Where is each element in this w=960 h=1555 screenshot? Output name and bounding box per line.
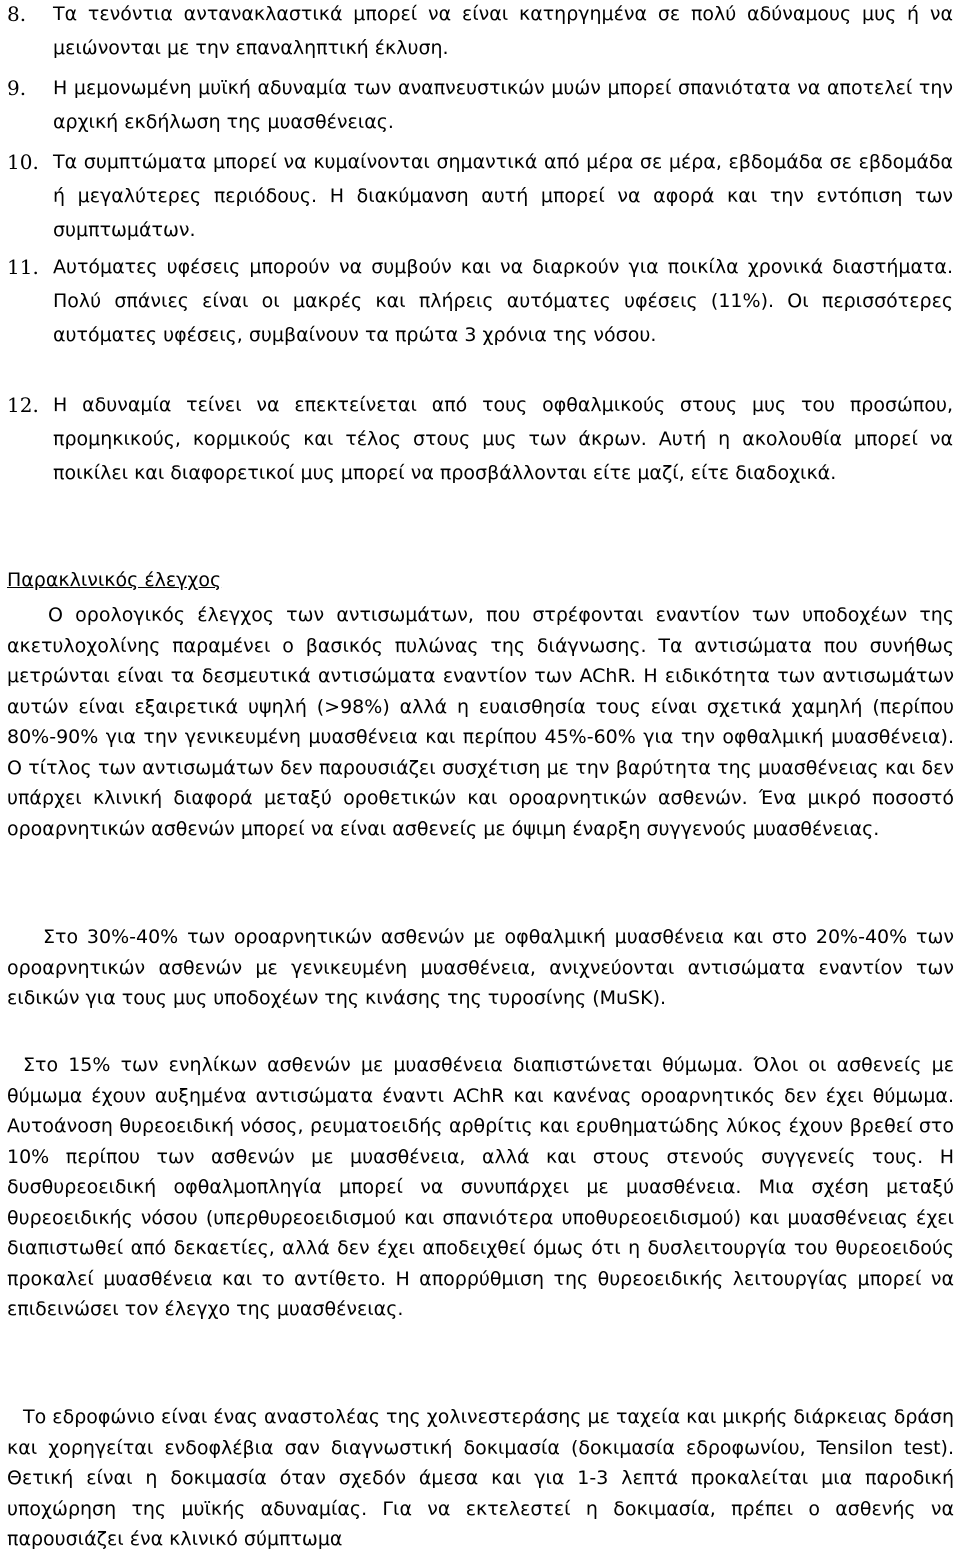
list-item-text: Αυτόματες υφέσεις μπορούν να συμβούν και να διαρκούν για ποικίλα χρονικά διαστήματα. Πολύ σπάνιες είναι οι μακρές και πλήρεις αυτόματες υφέσεις (11%). Οι περισσότερες αυτόματες υφέσεις, συμβαίνουν τα πρώτα 3 χρόνια της νόσου. [53, 256, 953, 346]
list-item [0, 71, 960, 139]
list-item-number: 10. [7, 150, 39, 174]
list-item-number: 12. [7, 393, 39, 417]
list-item-text: Τα συμπτώματα μπορεί να κυμαίνονται σημαντικά από μέρα σε μέρα, εβδομάδα σε εβδομάδα ή μεγαλύτερες περιόδους. Η διακύμανση αυτή μπορεί να αφορά και την εντόπιση των συμπτωμάτων. [53, 151, 953, 241]
section-heading: Παρακλινικός έλεγχος [7, 569, 222, 591]
paragraph: Ο ορολογικός έλεγχος των αντισωμάτων, που στρέφονται εναντίον των υποδοχέων της ακετυλοχολίνης παραμένει ο βασικός πυλώνας της διάγνωσης. Τα αντισώματα που συνήθως μετρώνται είναι τα δεσμευτικά αντισώματα εναντίον των AChR. Η ειδικότητα των αντισωμάτων αυτών είναι εξαιρετικά υψηλή (>98%) αλλά η ευαισθησία τους είναι σχετικά χαμηλή (περίπου 80%-90% για την γενικευμένη μυασθένεια και περίπου 45%-60% για την οφθαλμική μυασθένεια). Ο τίτλος των αντισωμάτων δεν παρουσιάζει συσχέτιση με την βαρύτητα της μυασθένειας και δεν υπάρχει κλινική διαφορά μεταξύ οροθετικών και οροαρνητικών ασθενών. Ένα μικρό ποσοστό οροαρνητικών ασθενών μπορεί να είναι ασθενείς με όψιμη έναρξη συγγενούς μυασθένειας. [7, 604, 954, 840]
list-item [0, 145, 960, 247]
list-item [0, 388, 960, 490]
list-item [0, 250, 960, 352]
list-item-text: Η αδυναμία τείνει να επεκτείνεται από τους οφθαλμικούς στους μυς του προσώπου, προμηκικούς, κορμικούς και τέλος στους μυς των άκρων. Αυτή η ακολουθία μπορεί να ποικίλει και διαφορετικοί μυς μπορεί να προσβάλλονται είτε μαζί, είτε διαδοχικά. [53, 394, 953, 484]
list-item-number: 8. [7, 2, 27, 26]
paragraph: Στο 30%-40% των οροαρνητικών ασθενών με οφθαλμική μυασθένεια και στο 20%-40% των οροαρνητικών ασθενών με γενικευμένη μυασθένεια, ανιχνεύονται αντισώματα εναντίον των ειδικών για τους μυς υποδοχέων της κινάσης της τυροσίνης (MuSK). [7, 926, 954, 1009]
list-item-text: Η μεμονωμένη μυϊκή αδυναμία των αναπνευστικών μυών μπορεί σπανιότατα να αποτελεί την αρχική εκδήλωση της μυασθένειας. [53, 77, 953, 133]
paragraph: Το εδροφώνιο είναι ένας αναστολέας της χολινεστεράσης με ταχεία και μικρής διάρκειας δράση και χορηγείται ενδοφλέβια σαν διαγνωστική δοκιμασία (δοκιμασία εδροφωνίου, Tensilon test). Θετική είναι η δοκιμασία όταν σχεδόν άμεσα και για 1-3 λεπτά προκαλείται μια παροδική υποχώρηση της μυϊκής αδυναμίας. Για να εκτελεστεί η δοκιμασία, πρέπει ο ασθενής να παρουσιάζει ένα κλινικό σύμπτωμα [7, 1406, 954, 1550]
list-item-number: 9. [7, 76, 27, 100]
list-item [0, 0, 960, 65]
paragraph: Στο 15% των ενηλίκων ασθενών με μυασθένεια διαπιστώνεται θύμωμα. Όλοι οι ασθενείς με θύμωμα έχουν αυξημένα αντισώματα έναντι AChR και κανένας οροαρνητικός δεν έχει θύμωμα. Αυτοάνοση θυρεοειδική νόσος, ρευματοειδής αρθρίτις και ερυθηματώδης λύκος έχουν βρεθεί στο 10% περίπου των ασθενών με μυασθένεια, αλλά και στους στενούς συγγενείς τους. Η δυσθυρεοειδική οφθαλμοπληγία μπορεί να συνυπάρχει με μυασθένεια. Μια σχέση μεταξύ θυρεοειδικής νόσου (υπερθυρεοειδισμού και σπανιότερα υποθυρεοειδισμού) και μυασθένειας έχει διαπιστωθεί από δεκαετίες, αλλά δεν έχει αποδειχθεί όμως ότι η δυσλειτουργία του θυρεοειδούς προκαλεί μυασθένεια και το αντίθετο. Η απορρύθμιση της θυρεοειδικής λειτουργίας μπορεί να επιδεινώσει τον έλεγχο της μυασθένειας. [7, 1054, 954, 1320]
list-item-number: 11. [7, 255, 39, 279]
list-item-text: Τα τενόντια αντανακλαστικά μπορεί να είναι κατηργημένα σε πολύ αδύναμους μυς ή να μειώνονται με την επαναληπτική έκλυση. [53, 3, 953, 59]
